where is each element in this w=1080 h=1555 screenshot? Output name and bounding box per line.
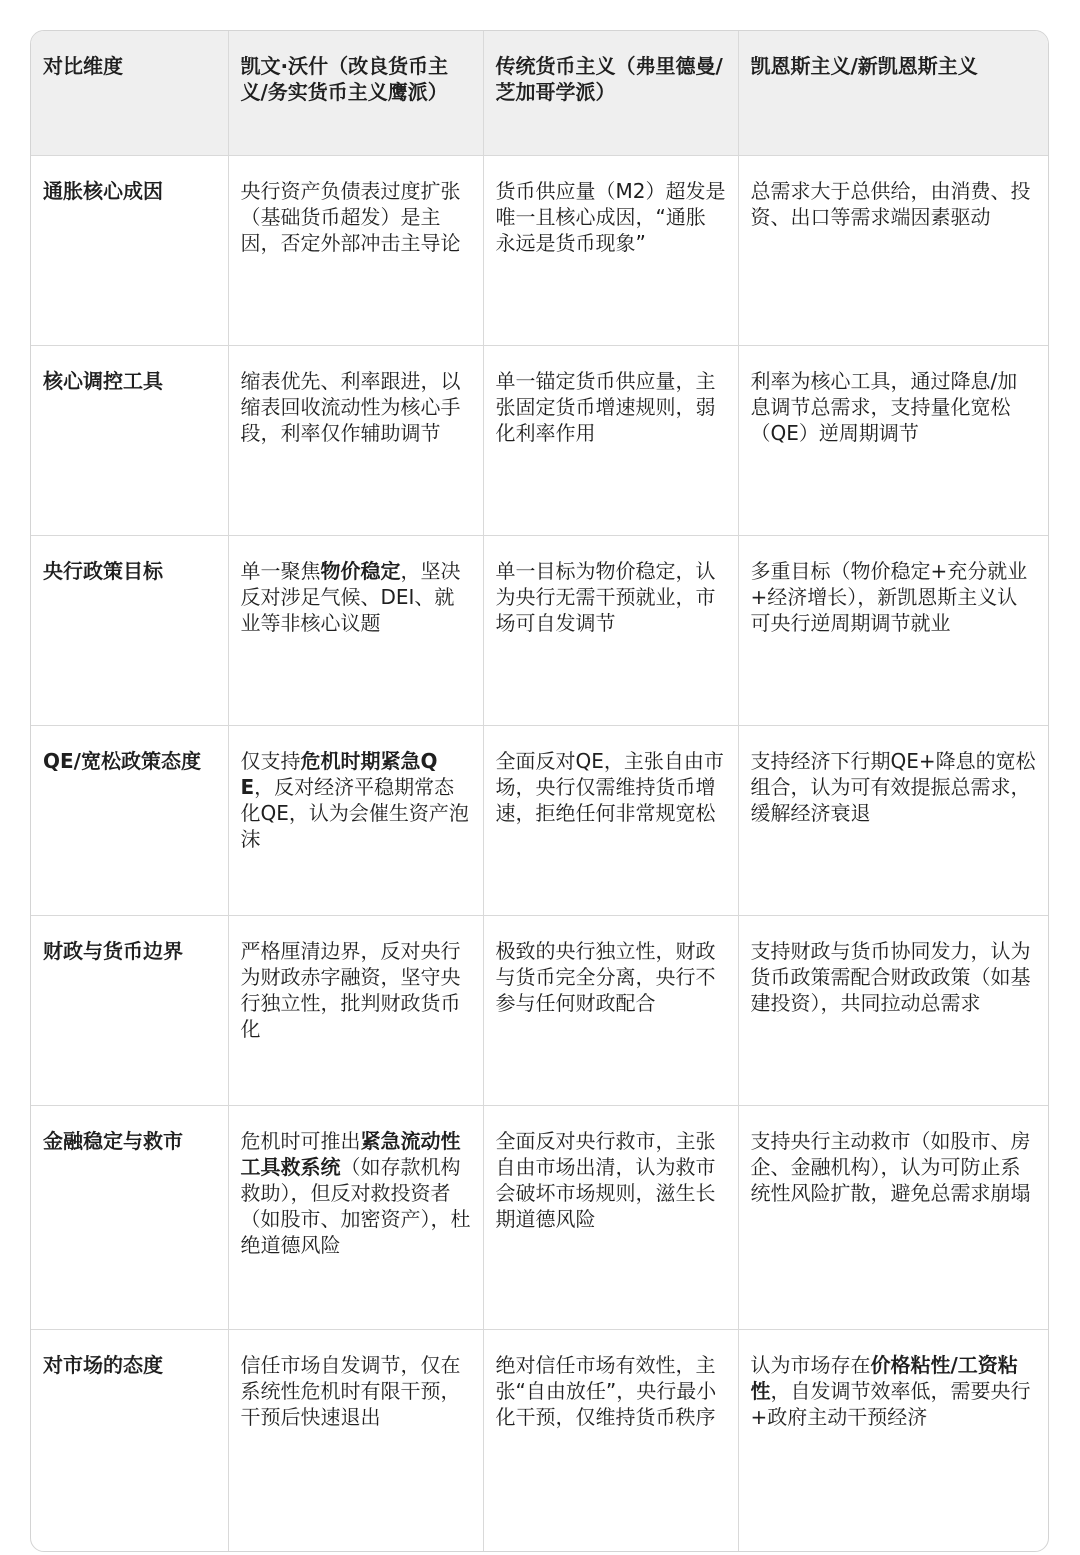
cell-text: 危机时可推出	[240, 1128, 361, 1153]
cell-warsh	[228, 725, 483, 915]
table-row	[31, 535, 1048, 725]
table-row	[31, 345, 1048, 535]
cell-text: 单一目标为物价稳定，认为央行无需干预就业，市场可自发调节	[495, 558, 716, 635]
table-row	[31, 1329, 1048, 1551]
cell-text: 货币供应量（M2）超发是唯一且核心成因，“通胀永远是货币现象”	[495, 178, 726, 255]
comparison-table-frame	[30, 30, 1049, 1552]
emphasis-text: 价格粘性/工资粘性	[750, 1352, 1018, 1403]
cell-keynesian	[738, 1105, 1048, 1329]
cell-warsh	[228, 915, 483, 1105]
cell-text: 支持经济下行期QE+降息的宽松组合，认为可有效提振总需求，缓解经济衰退	[750, 748, 1036, 825]
cell-text: 支持央行主动救市（如股市、房企、金融机构），认为可防止系统性风险扩散，避免总需求崩塌	[750, 1128, 1031, 1205]
cell-monetarism	[483, 155, 738, 345]
cell-text: 单一聚焦	[240, 558, 321, 583]
table-row	[31, 155, 1048, 345]
cell-text: 信任市场自发调节，仅在系统性危机时有限干预，干预后快速退出	[240, 1352, 461, 1429]
cell-monetarism	[483, 535, 738, 725]
cell-text: 利率为核心工具，通过降息/加息调节总需求，支持量化宽松（QE）逆周期调节	[750, 368, 1018, 445]
emphasis-text: 物价稳定	[320, 558, 401, 583]
cell-text: 单一锚定货币供应量，主张固定货币增速规则，弱化利率作用	[495, 368, 716, 445]
cell-text: 多重目标（物价稳定+充分就业+经济增长），新凯恩斯主义认可央行逆周期调节就业	[750, 558, 1028, 635]
cell-monetarism	[483, 915, 738, 1105]
emphasis-text: 危机时期紧急QE	[240, 748, 438, 799]
cell-warsh	[228, 535, 483, 725]
row-dimension: 对市场的态度	[31, 1329, 228, 1551]
emphasis-text: 紧急流动性工具救系统	[240, 1128, 461, 1179]
cell-keynesian	[738, 535, 1048, 725]
header-warsh: 凯文·沃什（改良货币主义/务实货币主义鹰派）	[228, 31, 483, 155]
cell-text: 绝对信任市场有效性，主张“自由放任”，央行最小化干预，仅维持货币秩序	[495, 1352, 717, 1429]
cell-text: 总需求大于总供给，由消费、投资、出口等需求端因素驱动	[750, 178, 1031, 229]
cell-monetarism	[483, 725, 738, 915]
cell-text: 支持财政与货币协同发力，认为货币政策需配合财政政策（如基建投资），共同拉动总需求	[750, 938, 1031, 1015]
row-dimension: 财政与货币边界	[31, 915, 228, 1105]
cell-keynesian	[738, 155, 1048, 345]
table-row	[31, 725, 1048, 915]
cell-text: 全面反对央行救市，主张自由市场出清，认为救市会破坏市场规则，滋生长期道德风险	[495, 1128, 716, 1231]
cell-text: 极致的央行独立性，财政与货币完全分离，央行不参与任何财政配合	[495, 938, 716, 1015]
row-dimension: 央行政策目标	[31, 535, 228, 725]
row-dimension: 金融稳定与救市	[31, 1105, 228, 1329]
cell-text: ，反对经济平稳期常态化QE，认为会催生资产泡沫	[240, 774, 469, 851]
row-dimension: 通胀核心成因	[31, 155, 228, 345]
header-keynesian: 凯恩斯主义/新凯恩斯主义	[738, 31, 1048, 155]
table-header-row	[31, 31, 1048, 155]
cell-keynesian	[738, 725, 1048, 915]
cell-text: 仅支持	[240, 748, 301, 773]
cell-text: （如存款机构救助），但反对救投资者（如股市、加密资产），杜绝道德风险	[240, 1154, 471, 1257]
header-dimension: 对比维度	[31, 31, 228, 155]
cell-text: ，自发调节效率低，需要央行+政府主动干预经济	[750, 1378, 1031, 1429]
cell-keynesian	[738, 345, 1048, 535]
cell-monetarism	[483, 1329, 738, 1551]
table-row	[31, 1105, 1048, 1329]
cell-text: 央行资产负债表过度扩张（基础货币超发）是主因，否定外部冲击主导论	[240, 178, 461, 255]
cell-text: 全面反对QE，主张自由市场，央行仅需维持货币增速，拒绝任何非常规宽松	[495, 748, 724, 825]
row-dimension: QE/宽松政策态度	[31, 725, 228, 915]
comparison-table	[31, 31, 1048, 1551]
cell-warsh	[228, 1329, 483, 1551]
cell-warsh	[228, 1105, 483, 1329]
cell-text: ，坚决反对涉足气候、DEI、就业等非核心议题	[240, 558, 461, 635]
header-monetarism: 传统货币主义（弗里德曼/芝加哥学派）	[483, 31, 738, 155]
cell-text: 认为市场存在	[750, 1352, 871, 1377]
cell-text: 缩表优先、利率跟进，以缩表回收流动性为核心手段，利率仅作辅助调节	[240, 368, 461, 445]
cell-keynesian	[738, 915, 1048, 1105]
table-row	[31, 915, 1048, 1105]
row-dimension: 核心调控工具	[31, 345, 228, 535]
cell-warsh	[228, 345, 483, 535]
cell-text: 严格厘清边界，反对央行为财政赤字融资，坚守央行独立性，批判财政货币化	[240, 938, 461, 1041]
cell-monetarism	[483, 1105, 738, 1329]
cell-monetarism	[483, 345, 738, 535]
cell-keynesian	[738, 1329, 1048, 1551]
cell-warsh	[228, 155, 483, 345]
